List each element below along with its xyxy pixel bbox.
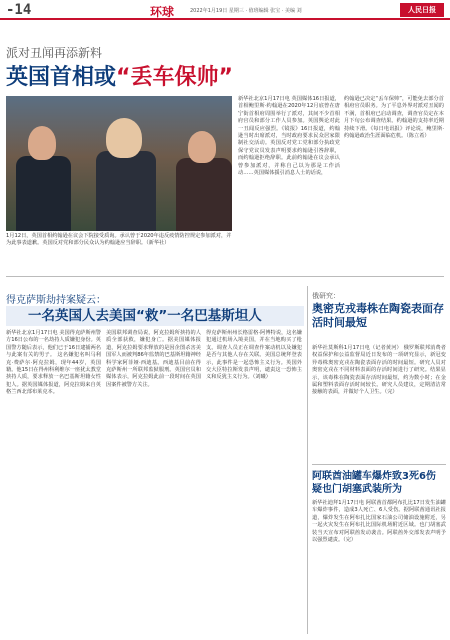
page-number: -14 bbox=[6, 2, 32, 18]
story1-column-1: 新华社北京1月17日电 英国媒体16日报道，首相鲍里斯·约翰逊在2020年12月底曾在唐宁街首相府周围举行了派对，其间不少首相府官员和部分工作人员参加。英国舆论对此一丑闻反应强烈。《镜报》16日报道，约翰逊当时出席派对，当时政府要求民众居家限制社交活动。英国反对党工党和部分执政党保守党议员发表声明要求约翰逊引咎辞职，而约翰逊拒绝辞职。此前约翰逊在议会承认曾参加派对，并称自己以为那是工作活动……英国媒体援引消息人士的话说， bbox=[238, 96, 340, 177]
story1-headline bbox=[6, 60, 233, 91]
photo-figure bbox=[176, 158, 232, 231]
story1-kicker: 派对丑闻再添新料 bbox=[6, 46, 103, 60]
promo-badge: 人民日报 bbox=[400, 3, 444, 17]
section-divider bbox=[6, 276, 444, 277]
masthead bbox=[0, 0, 450, 20]
story2-headline: 一名英国人去美国“救”一名巴基斯坦人 bbox=[6, 306, 304, 326]
side-divider bbox=[312, 464, 446, 465]
column-divider bbox=[307, 286, 308, 634]
side1-kicker: 俄研究： bbox=[312, 292, 340, 300]
date-line: 2022年1月19日 星期三 · 值班编辑 张宝 · 美编 刘 bbox=[190, 8, 302, 14]
story2-kicker: 得克萨斯劫持案疑云： bbox=[6, 295, 106, 306]
side1-headline: 奥密克戎毒株在陶瓷表面存活时间最短 bbox=[312, 302, 444, 329]
photo-face bbox=[28, 126, 56, 160]
side1-body: 新华社莫斯科1月17日电（记者黄河） 俄罗斯联邦消费者权益保护和公益监督局近日发布的一项研究显示，新冠变异毒株奥密克戎在陶瓷表面存活的时间最短。研究人员对奥密克戎在不同材料表面的存活时间进行了研究。结果显示，该毒株在陶瓷表面存活时间最短，约为数小时；在金属和塑料表面存活时间较长。研究人员建议，定期清洁常接触的表面，并做好个人卫生。（完） bbox=[312, 345, 446, 396]
news-photo bbox=[6, 96, 232, 231]
photo-figure bbox=[96, 151, 156, 231]
photo-face bbox=[106, 118, 142, 158]
side2-headline: 阿联酋油罐车爆炸致3死6伤 疑也门胡塞武装所为 bbox=[312, 471, 436, 495]
photo-caption: 1月12日，英国首相约翰逊在议会下院接受质询。承认曾于2020年违反疫情防控规定参加派对，并为此事表道歉。英国反对党和部分民众认为约翰逊应当辞职。（新华社） bbox=[6, 233, 232, 246]
story1-headline-highlight: “丢车保帅” bbox=[116, 65, 233, 90]
story2-column-3: 得克萨斯州州长格雷格·阿博特说，这名嫌犯通过机场入境美国，并在当地购买了枪支。调查人员正在调查作案动机以及嫌犯是否与其他人存在关联。美国总统拜登表示，此事件是一起恐怖主义行为。英国外交大臣特拉斯发表声明，谴责这一恐怖主义和反犹主义行为。（刘曦） bbox=[206, 330, 302, 381]
photo-figure bbox=[16, 156, 71, 231]
story1-headline-main: 英国首相或 bbox=[6, 65, 117, 90]
story2-column-1: 新华社北京1月17日电 美国得克萨斯州警方16日公布的一名劫持人质嫌犯身份。英国警方随后表示，他们已于16日逮捕两名与此案有关的男子。 这名嫌犯名叫马利克·费萨尔·阿克拉姆，现年44岁，英国籍。他15日在得州科利维尔一座犹太教堂挟持人质，要求释放一名巴基斯坦籍女性犯人。据英国媒体报道，阿克拉姆来自英格兰西北部布莱克本。 bbox=[6, 330, 101, 396]
story2-column-2: 美国联邦调查局说，阿克拉姆所挟持的人质全部获救，嫌犯身亡。据美国媒体报道，阿克拉姆要求释放的是因企图杀害美国军人而被判86年监禁的巴基斯坦籍神经科学家阿菲娅·西迪基。西迪基目前在得克萨斯州一所联邦监狱服刑。英国官员和媒体表示，阿克拉姆此前一段时间在英国因案件被警方关注。 bbox=[106, 330, 201, 388]
story1-column-2: 约翰逊已决定“丢车保帅”，可能免去部分首相府官员职务。为了平息外界对派对丑闻的不满，首相府已启动调查，调查官员定在本月下旬公布调查结果。约翰逊的支持率近期持续下滑。《每日电讯报》评论说，鲍里斯·约翰逊政治生涯面临危机。（陈立希） bbox=[344, 96, 444, 140]
section-label: 环球 bbox=[150, 5, 175, 19]
photo-face bbox=[188, 131, 216, 163]
side2-body: 新华社迪拜1月17日电 阿联酋首都阿布扎比17日发生油罐车爆炸事件，造成3人死亡、6人受伤。据阿联酋通讯社报道，爆炸发生在阿布扎比国家石油公司储油设施附近，另一起火灾发生在阿布扎比国际机场附近区域。也门胡塞武装当天宣布对阿联酋发动袭击。阿联酋外交部发表声明予以强烈谴责。（完） bbox=[312, 500, 446, 544]
